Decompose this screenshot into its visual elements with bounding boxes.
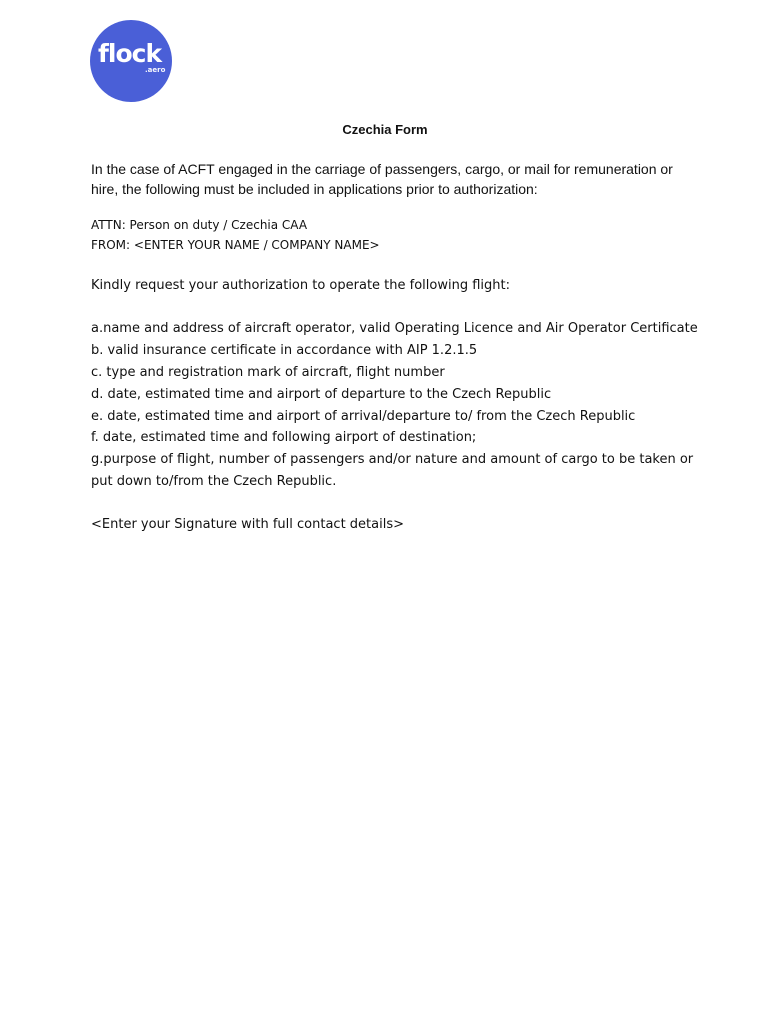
attn-line: ATTN: Person on duty / Czechia CAA xyxy=(91,218,308,232)
list-item-d: d. date, estimated time and airport of departure to the Czech Republic xyxy=(91,387,552,402)
list-item-c: c. type and registration mark of aircraft, flight number xyxy=(91,365,445,380)
flock-aero-logo xyxy=(90,20,172,102)
signature-placeholder: <Enter your Signature with full contact details> xyxy=(91,517,404,532)
list-item-a: a.name and address of aircraft operator, valid Operating Licence and Air Operator Certificate xyxy=(91,321,698,336)
list-item-g: g.purpose of flight, number of passengers and/or nature and amount of cargo to be taken or xyxy=(91,452,694,467)
logo-subtitle: .aero xyxy=(145,66,166,74)
intro-paragraph xyxy=(91,159,691,199)
from-line: FROM: <ENTER YOUR NAME / COMPANY NAME> xyxy=(91,238,380,252)
list-item-b: b. valid insurance certificate in accordance with AIP 1.2.1.5 xyxy=(91,343,478,358)
list-item-f: f. date, estimated time and following airport of destination; xyxy=(91,430,477,445)
list-item-g-continuation: put down to/from the Czech Republic. xyxy=(91,474,337,489)
list-item-e: e. date, estimated time and airport of arrival/departure to/ from the Czech Republic xyxy=(91,409,636,424)
request-line: Kindly request your authorization to operate the following flight: xyxy=(91,278,510,293)
intro-line-2: hire, the following must be included in applications prior to authorization: xyxy=(91,181,538,197)
intro-line-1: In the case of ACFT engaged in the carriage of passengers, cargo, or mail for remuneration or xyxy=(91,161,673,177)
logo-word: flock xyxy=(98,39,162,68)
page-title: Czechia Form xyxy=(342,122,428,137)
